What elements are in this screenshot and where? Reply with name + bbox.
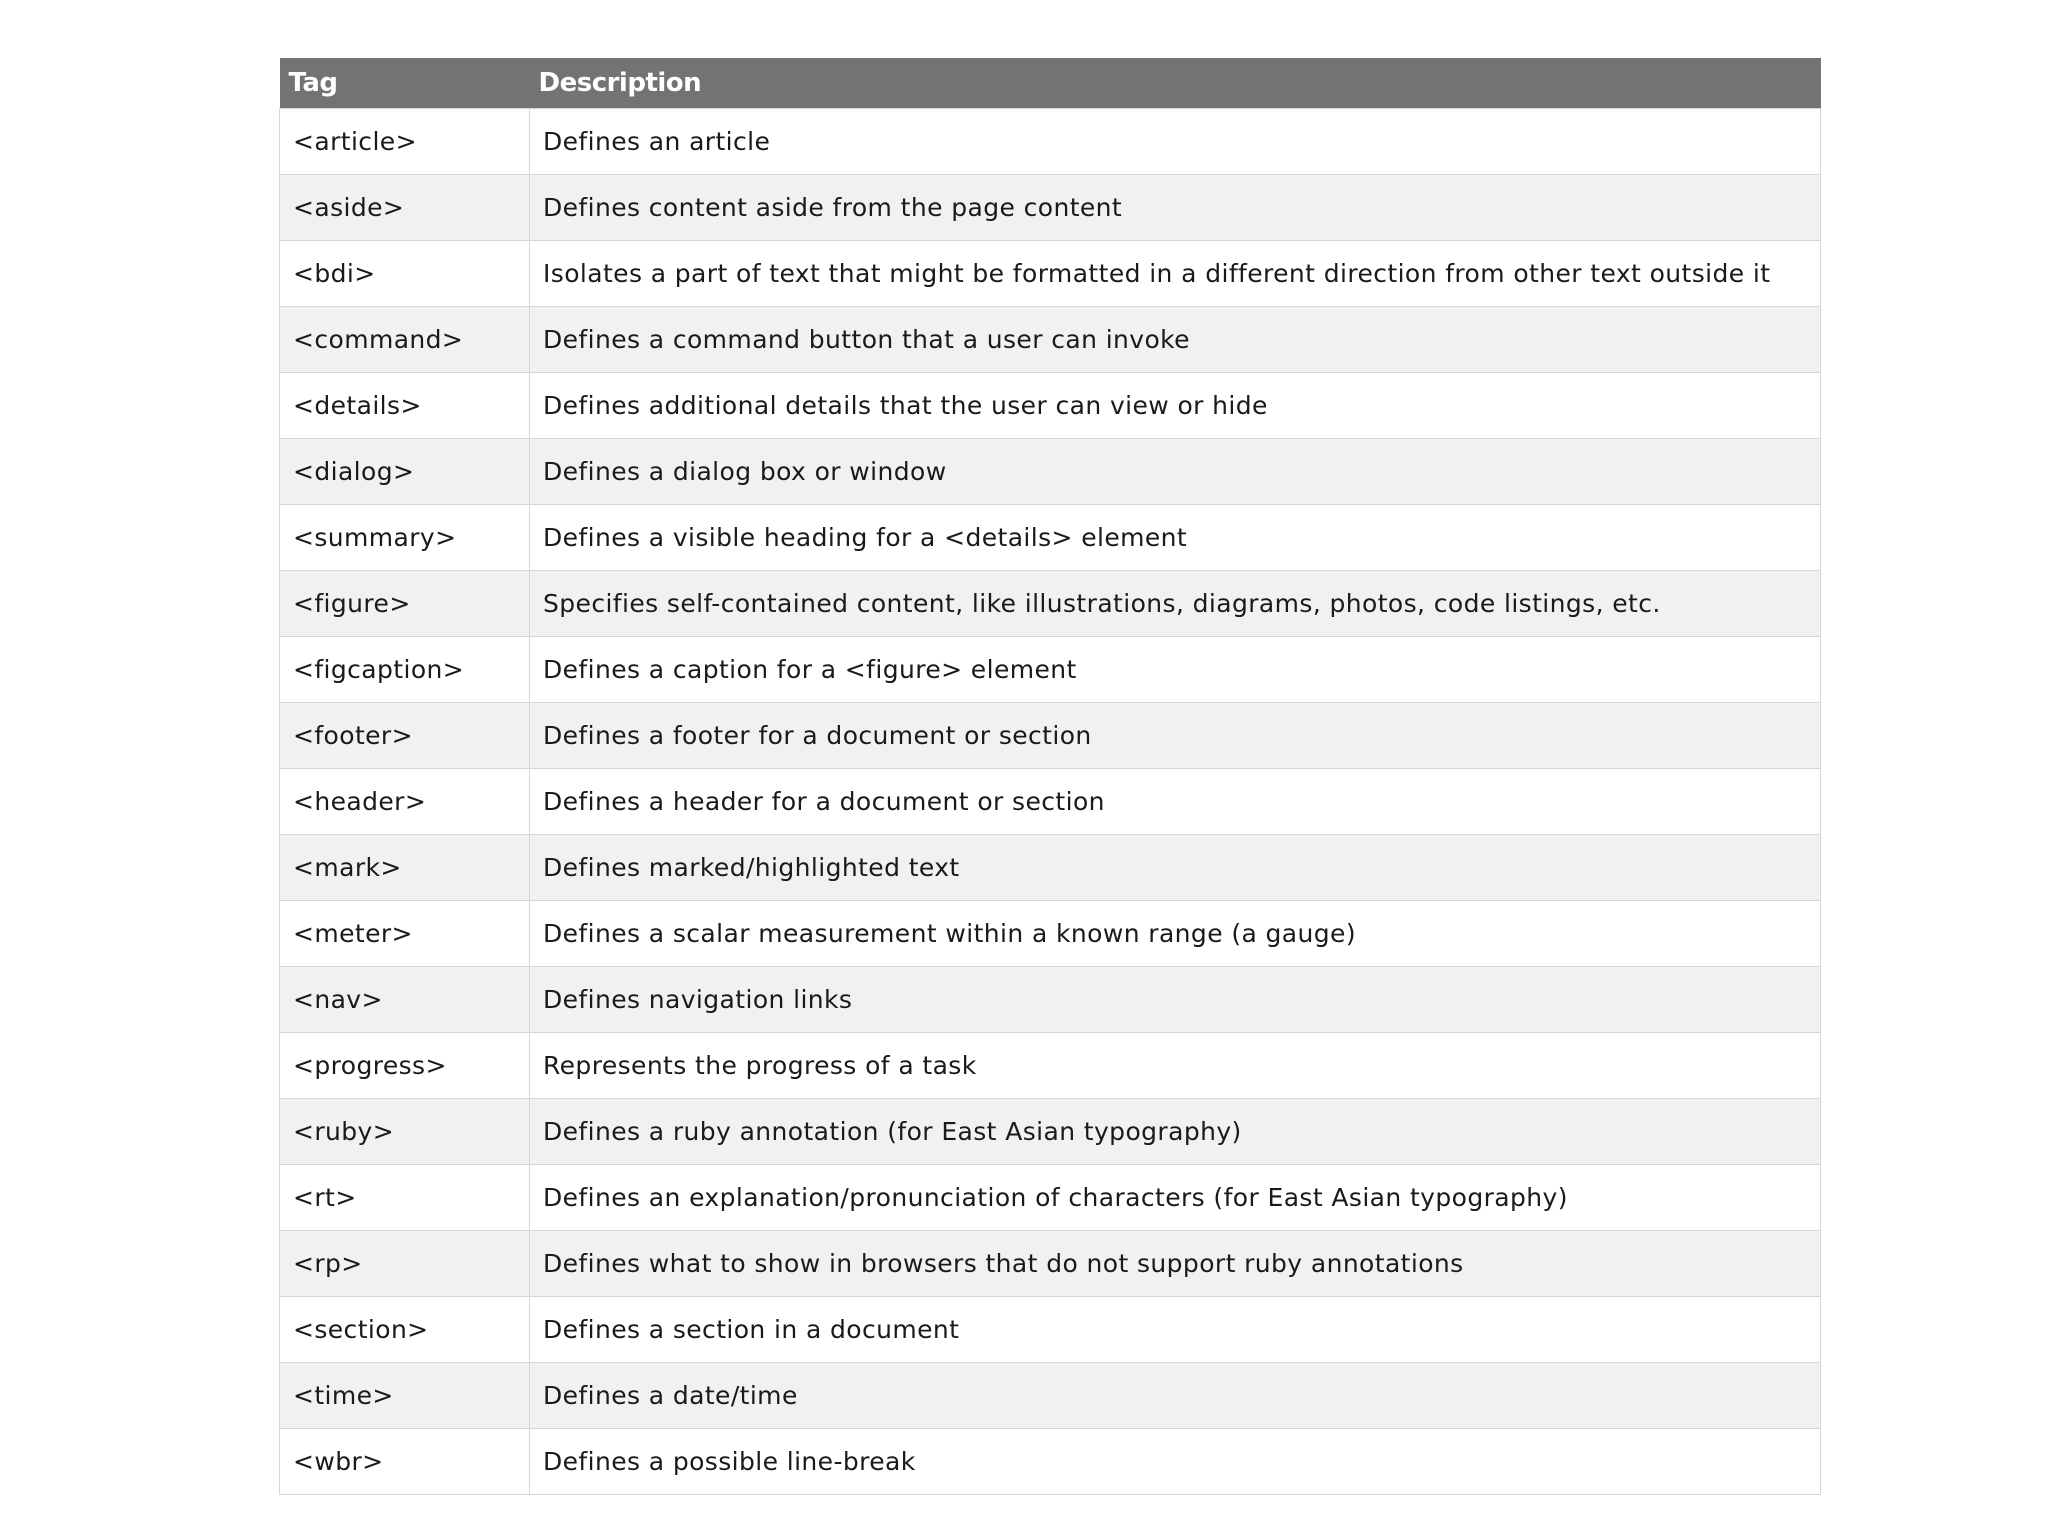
table-row <box>280 967 1821 1033</box>
table-row <box>280 175 1821 241</box>
description-cell: Defines additional details that the user can view or hide <box>530 373 1821 439</box>
tag-cell: <article> <box>280 109 530 175</box>
tag-cell: <nav> <box>280 967 530 1033</box>
tag-cell: <mark> <box>280 835 530 901</box>
description-cell: Represents the progress of a task <box>530 1033 1821 1099</box>
tag-cell: <summary> <box>280 505 530 571</box>
table-row <box>280 1099 1821 1165</box>
tag-cell: <figcaption> <box>280 637 530 703</box>
table-row <box>280 307 1821 373</box>
description-cell: Defines a date/time <box>530 1363 1821 1429</box>
table-row <box>280 901 1821 967</box>
html5-tags-table <box>279 58 1821 1495</box>
tag-column-header: Tag <box>280 58 530 109</box>
description-cell: Defines a header for a document or section <box>530 769 1821 835</box>
header-row <box>280 58 1821 109</box>
tag-cell: <section> <box>280 1297 530 1363</box>
description-cell: Defines a command button that a user can invoke <box>530 307 1821 373</box>
tag-cell: <footer> <box>280 703 530 769</box>
description-cell: Defines a footer for a document or section <box>530 703 1821 769</box>
tag-cell: <aside> <box>280 175 530 241</box>
table-row <box>280 769 1821 835</box>
tag-cell: <rp> <box>280 1231 530 1297</box>
table-row <box>280 439 1821 505</box>
description-cell: Defines navigation links <box>530 967 1821 1033</box>
tag-cell: <ruby> <box>280 1099 530 1165</box>
description-cell: Defines a possible line-break <box>530 1429 1821 1495</box>
tag-cell: <header> <box>280 769 530 835</box>
tag-cell: <wbr> <box>280 1429 530 1495</box>
description-cell: Defines an explanation/pronunciation of characters (for East Asian typography) <box>530 1165 1821 1231</box>
table-row <box>280 1297 1821 1363</box>
tag-cell: <command> <box>280 307 530 373</box>
tag-cell: <progress> <box>280 1033 530 1099</box>
description-cell: Defines a visible heading for a <details> element <box>530 505 1821 571</box>
description-cell: Defines marked/highlighted text <box>530 835 1821 901</box>
table-row <box>280 373 1821 439</box>
table-body <box>280 109 1821 1495</box>
table-row <box>280 1363 1821 1429</box>
description-cell: Defines content aside from the page content <box>530 175 1821 241</box>
table-row <box>280 1231 1821 1297</box>
description-cell: Defines a ruby annotation (for East Asian typography) <box>530 1099 1821 1165</box>
tag-cell: <rt> <box>280 1165 530 1231</box>
table-header <box>280 58 1821 109</box>
tag-cell: <time> <box>280 1363 530 1429</box>
table-row <box>280 109 1821 175</box>
description-cell: Defines a dialog box or window <box>530 439 1821 505</box>
table-row <box>280 1429 1821 1495</box>
description-cell: Defines an article <box>530 109 1821 175</box>
description-cell: Defines what to show in browsers that do not support ruby annotations <box>530 1231 1821 1297</box>
tag-cell: <dialog> <box>280 439 530 505</box>
description-cell: Defines a caption for a <figure> element <box>530 637 1821 703</box>
tag-cell: <details> <box>280 373 530 439</box>
table-row <box>280 571 1821 637</box>
tag-cell: <bdi> <box>280 241 530 307</box>
table-row <box>280 703 1821 769</box>
table-row <box>280 835 1821 901</box>
table-row <box>280 1033 1821 1099</box>
description-column-header: Description <box>530 58 1821 109</box>
tag-cell: <meter> <box>280 901 530 967</box>
description-cell: Defines a section in a document <box>530 1297 1821 1363</box>
table-row <box>280 241 1821 307</box>
table-row <box>280 637 1821 703</box>
table-row <box>280 1165 1821 1231</box>
description-cell: Isolates a part of text that might be formatted in a different direction from other text outside it <box>530 241 1821 307</box>
description-cell: Defines a scalar measurement within a known range (a gauge) <box>530 901 1821 967</box>
description-cell: Specifies self-contained content, like illustrations, diagrams, photos, code listings, etc. <box>530 571 1821 637</box>
tag-cell: <figure> <box>280 571 530 637</box>
table-row <box>280 505 1821 571</box>
